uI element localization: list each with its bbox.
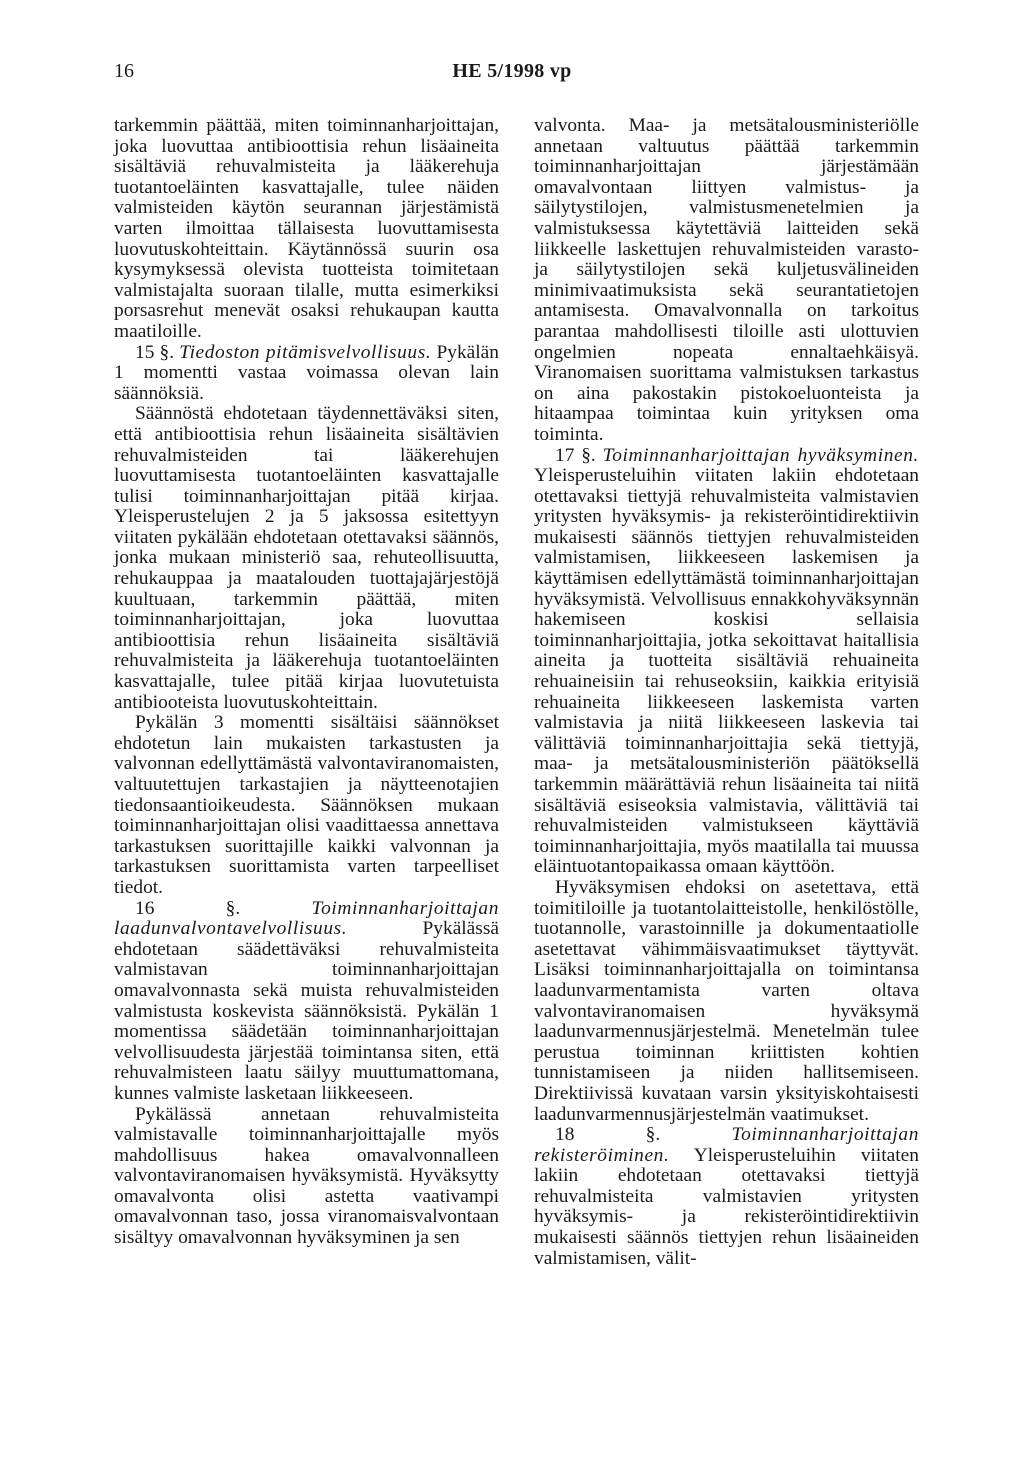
- page-header: [0, 60, 1024, 90]
- section-title: Toiminnanharjoittajan laadunvalvontavelvollisuus.: [114, 897, 499, 940]
- left-column: [114, 116, 499, 1249]
- section-15: [114, 343, 499, 405]
- paragraph: Pykälässä annetaan rehuvalmisteita valmistavalle toiminnanharjoittajalle myös mahdollisuus hakea omavalvonnalleen valvontaviranomaisen hyväksymistä. Hyväksytty omavalvonta olisi astetta vaativampi omavalvonnan taso, jossa viranomaisvalvontaan sisältyy omavalvonnan hyväksyminen ja sen: [114, 1103, 499, 1249]
- section-18: [534, 1125, 919, 1269]
- page-number: 16: [114, 60, 134, 82]
- section-title: Toiminnanharjoittajan hyväksyminen.: [602, 444, 919, 466]
- paragraph: tarkemmin päättää, miten toiminnanharjoittajan, joka luovuttaa antibioottisia rehun lisäaineita sisältäviä rehuvalmisteita ja lääkerehuja tuotantoeläinten kasvattajalle, tulee näiden valmisteiden käytön seurannan järjestämistä varten ilmoittaa tällaisesta luovuttamisesta luovutuskohteittain. Käytännössä suurin osa kysymyksessä olevista tuotteista toimitetaan valmistajalta suoraan tilalle, mutta esimerkiksi porsasrehut menevät osaksi rehukaupan kautta maatiloille.: [114, 115, 499, 342]
- section-title: Toiminnanharjoittajan rekisteröiminen.: [534, 1124, 919, 1166]
- section-number: 17 §.: [555, 444, 596, 466]
- section-text: Yleisperusteluihin viitaten lakiin ehdotetaan otettavaksi tiettyjä rehuvalmisteita valmistavien yritysten hyväksymis- ja rekisteröintidirektiivin mukaisesti säännös tiettyjen rehuvalmisteiden valmistamisen, liikkeeseen laskemisen ja käyttämisen edellyttämästä toiminnanharjoittajan hyväksymistä. Velvollisuus ennakkohyväksynnän hakemiseen koskisi sellaisia toiminnanharjoittajia, jotka sekoittavat haitallisia aineita ja tuotteita sisältäviä rehuaineita rehuaineisiin tai rehuseoksiin, kaikkia erityisiä rehuaineita liikkeeseen laskemista varten valmistavia ja niitä liikkeeseen laskevia tai välittäviä toiminnanharjoittajia sekä tiettyjä, maa- ja metsätalousministeriön päätöksellä tarkemmin määrättäviä rehun lisäaineita tai niitä sisältäviä esiseoksia valmistavia, välittäviä tai rehuvalmisteiden valmistukseen käyttäviä toiminnanharjoittajia, myös maatilalla tai muussa eläintuotantopaikassa omaan käyttöön.: [534, 465, 919, 878]
- section-16: [114, 899, 499, 1105]
- paragraph: Säännöstä ehdotetaan täydennettäväksi siten, että antibioottisia rehun lisäaineita sisältävien rehuvalmisteiden tai lääkerehujen luovuttamisesta tuotantoeläinten kasvattajalle tulisi toiminnanharjoittajan pitää kirjaa. Yleisperustelujen 2 ja 5 jaksossa esitettyyn viitaten pykälään ehdotetaan otettavaksi säännös, jonka mukaan ministeriö saa, rehuteollisuutta, rehukauppaa ja maatalouden tuottajajärjestöjä kuultuaan, tarkemmin päättää, miten toiminnanharjoittajan, joka luovuttaa antibioottisia rehun lisäaineita sisältäviä rehuvalmisteita ja lääkerehuja tuotantoeläinten kasvattajalle, tulee pitää kirjaa luovutetuista antibiooteista luovutuskohteittain.: [114, 403, 499, 713]
- section-title: Tiedoston pitämisvelvollisuus.: [179, 341, 432, 363]
- section-number: 16 §.: [135, 897, 241, 919]
- section-17: [534, 446, 919, 878]
- section-text: Yleisperusteluihin viitaten lakiin ehdotetaan otettavaksi tiettyjä rehuvalmisteita valmistavien yritysten hyväksymis- ja rekisteröintidirektiivin mukaisesti säännös tiettyjen rehun lisäaineiden valmistamisen, välit-: [534, 1144, 919, 1269]
- paragraph: Hyväksymisen ehdoksi on asetettava, että toimitiloille ja tuotantolaitteistolle, henkilöstölle, tuotannolle, varastoinnille ja dokumentaatiolle asetettavat vähimmäisvaatimukset täyttyvät. Lisäksi toiminnanharjoittajalla on toimintansa laadunvarmentamista varten oltava valvontaviranomaisen hyväksymä laadunvarmennusjärjestelmä. Menetelmän tulee perustua toiminnan kriittisten kohtien tunnistamiseen ja niiden hallitsemiseen. Direktiivissä kuvataan varsin yksityiskohtaisesti laadunvarmennusjärjestelmän vaatimukset.: [534, 876, 919, 1125]
- right-column: [534, 116, 919, 1269]
- section-text: Pykälän 1 momentti vastaa voimassa olevan lain säännöksiä.: [114, 341, 499, 404]
- document-id: HE 5/1998 vp: [452, 60, 572, 82]
- section-number: 18 §.: [555, 1124, 661, 1146]
- paragraph: valvonta. Maa- ja metsätalousministeriölle annetaan valtuutus päättää tarkemmin toiminnanharjoittajan järjestämään omavalvontaan liittyen valmistus- ja säilytystilojen, valmistusmenetelmien ja valmistuksessa käytettäviä laitteiden sekä liikkeelle laskettujen rehuvalmisteiden varasto- ja säilytystilojen sekä kuljetusvälineiden minimivaatimuksista sekä seurantatietojen antamisesta. Omavalvonnalla on tarkoitus parantaa mahdollisesti tiloille asti ulottuvien ongelmien nopeata ennaltaehkäisyä. Viranomaisen suorittama valmistuksen tarkastus on aina pakostakin pistokoeluonteista ja hitaampaa toimintaa kuin yrityksen oma toiminta.: [534, 115, 919, 445]
- section-number: 15 §.: [135, 341, 175, 363]
- paragraph: Pykälän 3 momentti sisältäisi säännökset ehdotetun lain mukaisten tarkastusten ja valvonnan edellyttämästä valvontaviranomaisten, valtuutettujen tarkastajien ja näytteenotajien tiedonsaantioikeudesta. Säännöksen mukaan toiminnanharjoittajan olisi vaadittaessa annettava tarkastuksen suorittajille kaikki valvonnan ja tarkastuksen suorittamista varten tarpeelliset tiedot.: [114, 712, 499, 898]
- section-text: Pykälässä ehdotetaan säädettäväksi rehuvalmisteita valmistavan toiminnanharjoittajan omavalvonnasta sekä muista rehuvalmisteiden valmistusta koskevista säännöksistä. Pykälän 1 momentissa säädetään toiminnanharjoittajan velvollisuudesta järjestää toimintansa siten, että rehuvalmisteen laatu säilyy muuttumattomana, kunnes valmiste lasketaan liikkeeseen.: [114, 918, 499, 1104]
